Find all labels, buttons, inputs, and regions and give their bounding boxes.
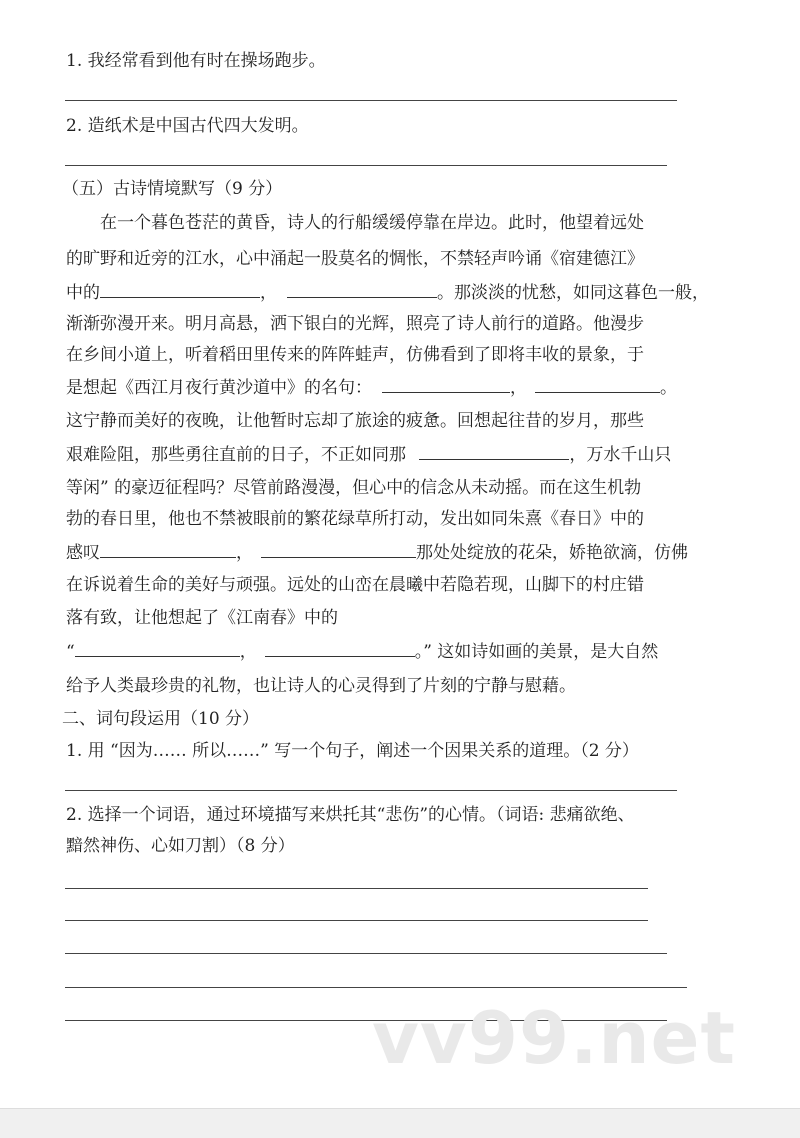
- answer-line[interactable]: [65, 888, 648, 889]
- question-1: 1. 用 “因为…… 所以……” 写一个句子，阐述一个因果关系的道理。（2 分）: [66, 741, 639, 761]
- answer-line[interactable]: [65, 165, 667, 166]
- paragraph-line: [66, 443, 671, 466]
- answer-line[interactable]: [65, 790, 677, 791]
- answer-line[interactable]: [65, 953, 667, 954]
- answer-line[interactable]: [65, 920, 648, 921]
- page-footer-bar: [0, 1108, 800, 1138]
- text: “: [66, 642, 75, 662]
- text: 感叹: [66, 543, 100, 563]
- fill-blank[interactable]: [75, 640, 240, 657]
- paragraph-line: [66, 541, 688, 564]
- paragraph-line: 在一个暮色苍茫的黄昏，诗人的行船缓缓停靠在岸边。此时，他望着远处: [100, 213, 644, 233]
- text: ，: [260, 283, 277, 303]
- text: 。: [660, 378, 677, 398]
- question-1: 1. 我经常看到他有时在操场跑步。: [66, 51, 326, 71]
- text: ，: [239, 642, 257, 662]
- fill-blank[interactable]: [265, 640, 415, 657]
- text: ，: [510, 378, 527, 398]
- text: 那处处绽放的花朵，娇艳欲滴，仿佛: [416, 543, 688, 563]
- paragraph-line: 给予人类最珍贵的礼物，也让诗人的心灵得到了片刻的宁静与慰藉。: [66, 676, 576, 696]
- text: 。那淡淡的忧愁，如同这暮色一般，: [437, 283, 709, 303]
- paragraph-line: 等闲” 的豪迈征程吗？尽管前路漫漫，但心中的信念从未动摇。而在这生机勃: [66, 478, 642, 498]
- section-title: 二、词句段运用（10 分）: [62, 709, 260, 729]
- section-title: （五）古诗情境默写（9 分）: [62, 179, 283, 199]
- answer-line[interactable]: [65, 987, 687, 988]
- fill-blank[interactable]: [100, 281, 260, 298]
- text: 艰难险阻，那些勇往直前的日子，不正如同那: [66, 445, 412, 465]
- fill-blank[interactable]: [100, 541, 236, 558]
- paragraph-line: 的旷野和近旁的江水，心中涌起一股莫名的惆怅，不禁轻声吟诵《宿建德江》: [66, 249, 644, 269]
- paragraph-line: 落有致，让他想起了《江南春》中的: [66, 608, 338, 628]
- answer-line[interactable]: [65, 100, 677, 101]
- paragraph-line: 勃的春日里，他也不禁被眼前的繁花绿草所打动，发出如同朱熹《春日》中的: [66, 509, 644, 529]
- text: ，万水千山只: [569, 445, 672, 465]
- paragraph-line: [66, 640, 658, 663]
- fill-blank[interactable]: [261, 541, 416, 558]
- question-2: 2. 造纸术是中国古代四大发明。: [66, 116, 309, 136]
- question-2: 2. 选择一个词语，通过环境描写来烘托其“悲伤”的心情。（词语: 悲痛欲绝、: [66, 805, 635, 825]
- fill-blank[interactable]: [535, 376, 660, 393]
- text: 是想起《西江月夜行黄沙道中》的名句：: [66, 378, 372, 398]
- fill-blank[interactable]: [287, 281, 437, 298]
- watermark: vv99.net: [372, 996, 736, 1080]
- paragraph-line: 在乡间小道上，听着稻田里传来的阵阵蛙声，仿佛看到了即将丰收的景象，于: [66, 345, 644, 365]
- fill-blank[interactable]: [419, 443, 569, 460]
- text: 中的: [66, 283, 100, 303]
- paragraph-line: 渐渐弥漫开来。明月高悬，洒下银白的光辉，照亮了诗人前行的道路。他漫步: [66, 314, 644, 334]
- fill-blank[interactable]: [382, 376, 510, 393]
- text: 。” 这如诗如画的美景，是大自然: [414, 642, 659, 662]
- paragraph-line: 这宁静而美好的夜晚，让他暂时忘却了旅途的疲惫。回想起往昔的岁月，那些: [66, 411, 644, 431]
- question-2-cont: 黯然神伤、心如刀割）（8 分）: [66, 836, 295, 856]
- paragraph-line: 在诉说着生命的美好与顽强。远处的山峦在晨曦中若隐若现，山脚下的村庄错: [66, 575, 644, 595]
- paragraph-line: [66, 281, 709, 304]
- paragraph-line: [66, 376, 677, 399]
- text: ，: [236, 543, 253, 563]
